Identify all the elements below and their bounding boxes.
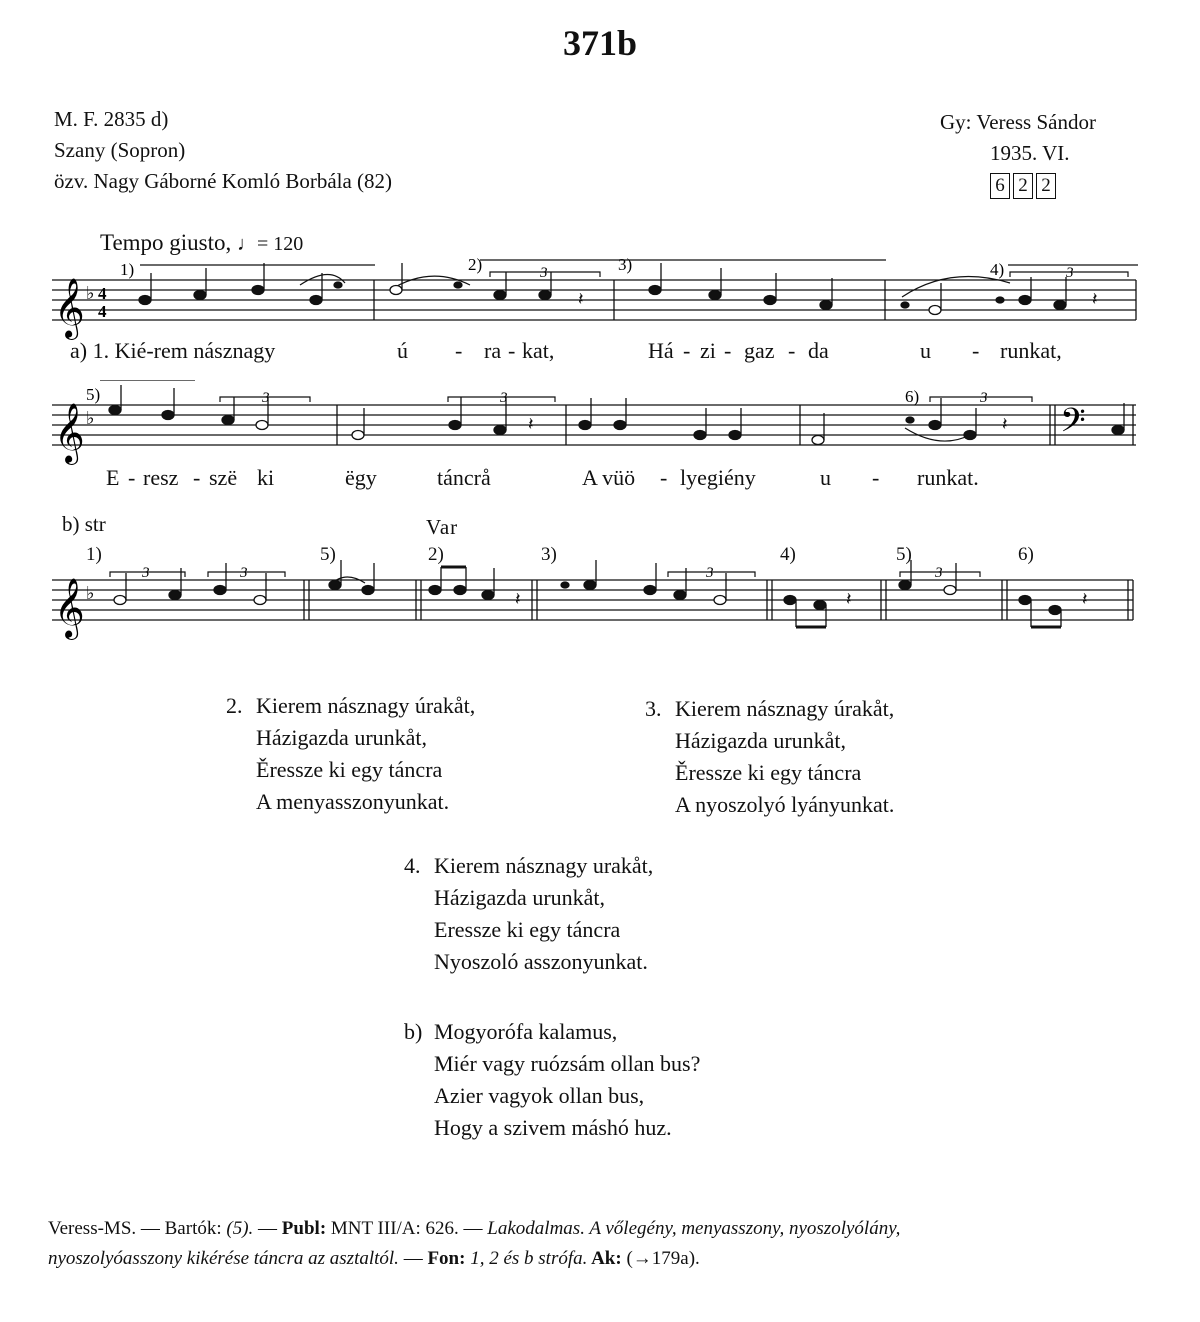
stanza-2: [226, 690, 475, 818]
collector-info: [940, 107, 1096, 200]
svg-text:2): 2): [468, 255, 483, 274]
tempo-marking: [100, 230, 303, 256]
svg-text:4): 4): [990, 260, 1005, 279]
lyric-syllable: lyegiény: [680, 465, 756, 490]
lyric-syllable: táncrå: [437, 465, 491, 490]
svg-text:𝄽: 𝄽: [528, 414, 534, 434]
footnote-label: Fon:: [427, 1248, 466, 1269]
lyric-syllable: ra: [484, 338, 502, 363]
stanza-number: 3.: [645, 696, 662, 721]
footnote-text: (→179a).: [621, 1248, 700, 1269]
svg-text:3: 3: [980, 390, 988, 406]
lyric-syllable: ëgy: [345, 465, 377, 490]
lyric-hyphen: -: [724, 338, 732, 363]
footnote-text: 1, 2 és b strófa.: [465, 1248, 588, 1269]
lyric-hyphen: -: [508, 338, 516, 363]
lyric-syllable: ki: [257, 465, 275, 490]
structure-boxes: [940, 173, 1056, 199]
svg-text:3: 3: [1066, 265, 1074, 281]
svg-text:3: 3: [706, 565, 714, 581]
stanza-number: b): [404, 1019, 423, 1044]
stanza-line: Ěresszе ki egy táncra: [256, 757, 443, 782]
lyric-hyphen: -: [128, 465, 136, 490]
lyric-hyphen: -: [972, 338, 980, 363]
svg-text:𝄽: 𝄽: [846, 589, 852, 609]
lyric-hyphen: -: [788, 338, 796, 363]
lyric-syllable: u: [820, 465, 831, 490]
stanza-number: 4.: [404, 853, 421, 878]
footnote-text: (5).: [226, 1218, 254, 1239]
svg-text:𝄽: 𝄽: [1092, 289, 1098, 309]
svg-text:3: 3: [500, 390, 508, 406]
lyric-syllable: ú: [397, 338, 408, 363]
lyric-syllable: runkat.: [917, 465, 979, 490]
variant-number: 5): [320, 544, 336, 565]
variant-number: 6): [1018, 544, 1034, 565]
lyric-syllable: kat,: [522, 338, 555, 363]
tempo-label: Tempo giusto,: [100, 230, 232, 255]
variant-number: 2): [428, 544, 444, 565]
lyrics-line-1: a) 1. Kié-rem násznagy: [70, 338, 276, 363]
lyric-hyphen: -: [660, 465, 668, 490]
location: Szany (Sopron): [54, 138, 186, 162]
lyric-hyphen: -: [683, 338, 691, 363]
svg-text:4: 4: [98, 302, 107, 321]
footnote-text: —: [398, 1248, 428, 1269]
lyric-syllable: runkat,: [1000, 338, 1062, 363]
stanza-line: Nyoszoló asszonyunkat.: [434, 949, 648, 974]
treble-clef-icon: 𝄞: [54, 580, 85, 637]
svg-text:3: 3: [142, 565, 150, 581]
stanza-line: A menyasszonyunkat.: [256, 789, 450, 814]
svg-text:𝄽: 𝄽: [1002, 414, 1008, 434]
lyric-syllable: E: [106, 465, 120, 490]
flat-icon: ♭: [86, 408, 95, 428]
song-number-title: 371b: [562, 23, 638, 63]
treble-clef-icon: 𝄞: [54, 280, 85, 337]
footnote-text: nyoszolyóasszony kikérése táncra az asztaltól.: [48, 1248, 399, 1269]
flat-icon: ♭: [86, 583, 95, 603]
stanza-4: [404, 850, 653, 978]
time-signature: 4: [98, 284, 107, 303]
svg-text:5): 5): [86, 385, 101, 404]
svg-text:𝄽: 𝄽: [1082, 589, 1088, 609]
quarter-note-icon: ♩: [237, 233, 258, 255]
footnote-label: Publ:: [281, 1218, 327, 1239]
footnote-text: Veress-MS. — Bartók:: [48, 1218, 227, 1239]
lyric-syllable: u: [920, 338, 931, 363]
stanza-line: Miér vagy ruózsám ollan bus?: [434, 1051, 701, 1076]
archive-reference: M. F. 2835 d): [54, 107, 169, 131]
svg-text:6): 6): [905, 387, 920, 406]
stanza-line: Eressze ki egy táncra: [434, 917, 621, 942]
collection-date: 1935. VI.: [990, 141, 1070, 165]
svg-text:1): 1): [120, 260, 135, 279]
structure-box: 6: [990, 173, 1010, 199]
lyric-syllable: zi: [700, 338, 716, 363]
stanza-line: Kierem násznagy úrakåt,: [675, 696, 895, 721]
lyric-syllable: gaz: [744, 338, 775, 363]
stanza-line: Kierem násznagy úrakåt,: [256, 693, 476, 718]
stanza-line: Házigazda urunkåt,: [434, 885, 606, 910]
music-staff-variants: [0, 555, 1200, 640]
stanza-line: Ěressze ki egy táncra: [675, 760, 862, 785]
variant-number: 1): [86, 544, 102, 565]
svg-text:3): 3): [618, 255, 633, 274]
singer: özv. Nagy Gáborné Komló Borbála (82): [54, 169, 393, 193]
stanza-line: Mogyorófa kalamus,: [434, 1019, 618, 1044]
variant-number: 4): [780, 544, 796, 565]
lyric-syllable: resz: [143, 465, 179, 490]
structure-box: 2: [1036, 173, 1056, 199]
music-staff-line1: [0, 255, 1200, 345]
variant-label: Var: [426, 515, 459, 539]
collector: Gy: Veress Sándor: [940, 110, 1096, 134]
svg-text:3: 3: [935, 565, 943, 581]
stanza-line: Házigazda urunkåt,: [675, 728, 847, 753]
metronome-value: = 120: [257, 233, 304, 255]
variant-b-label: b) str: [62, 512, 106, 536]
stanza-line: Kierem násznagy urakåt,: [434, 853, 654, 878]
footnote-label: Ak:: [587, 1248, 622, 1269]
bass-clef-icon: 𝄢: [1060, 402, 1086, 447]
music-staff-line2: [0, 380, 1200, 470]
svg-text:𝄽: 𝄽: [515, 589, 521, 609]
stanza-number: 2.: [226, 693, 243, 718]
lyric-hyphen: -: [455, 338, 463, 363]
stanza-b: [404, 1016, 700, 1144]
lyric-hyphen: -: [193, 465, 201, 490]
svg-text:3: 3: [240, 565, 248, 581]
stanza-3: [645, 693, 894, 821]
lyric-syllable: da: [808, 338, 829, 363]
flat-icon: ♭: [86, 283, 95, 303]
footnote-text: Lakodalmas. A vőlegény, menyasszony, nyoszolyólány,: [487, 1218, 901, 1239]
svg-text:𝄽: 𝄽: [578, 289, 584, 309]
footnote: [48, 1214, 900, 1274]
stanza-line: Hogy a szivem máshó huz.: [434, 1115, 672, 1140]
stanza-line: A nyoszolyó lyányunkat.: [675, 792, 895, 817]
variant-number: 5): [896, 544, 912, 565]
treble-clef-icon: 𝄞: [54, 405, 85, 462]
lyric-syllable: Há: [648, 338, 674, 363]
svg-text:3: 3: [540, 265, 548, 281]
structure-box: 2: [1013, 173, 1033, 199]
stanza-line: Házigazda urunkåt,: [256, 725, 428, 750]
footnote-text: MNT III/A: 626. —: [326, 1218, 488, 1239]
lyric-hyphen: -: [872, 465, 880, 490]
footnote-text: —: [253, 1218, 282, 1239]
variant-number: 3): [541, 544, 557, 565]
svg-text:3: 3: [262, 390, 270, 406]
stanza-line: Azier vagyok ollan bus,: [434, 1083, 645, 1108]
lyric-syllable: szë: [209, 465, 238, 490]
source-info: [54, 104, 392, 197]
lyric-syllable: A vüö: [582, 465, 636, 490]
